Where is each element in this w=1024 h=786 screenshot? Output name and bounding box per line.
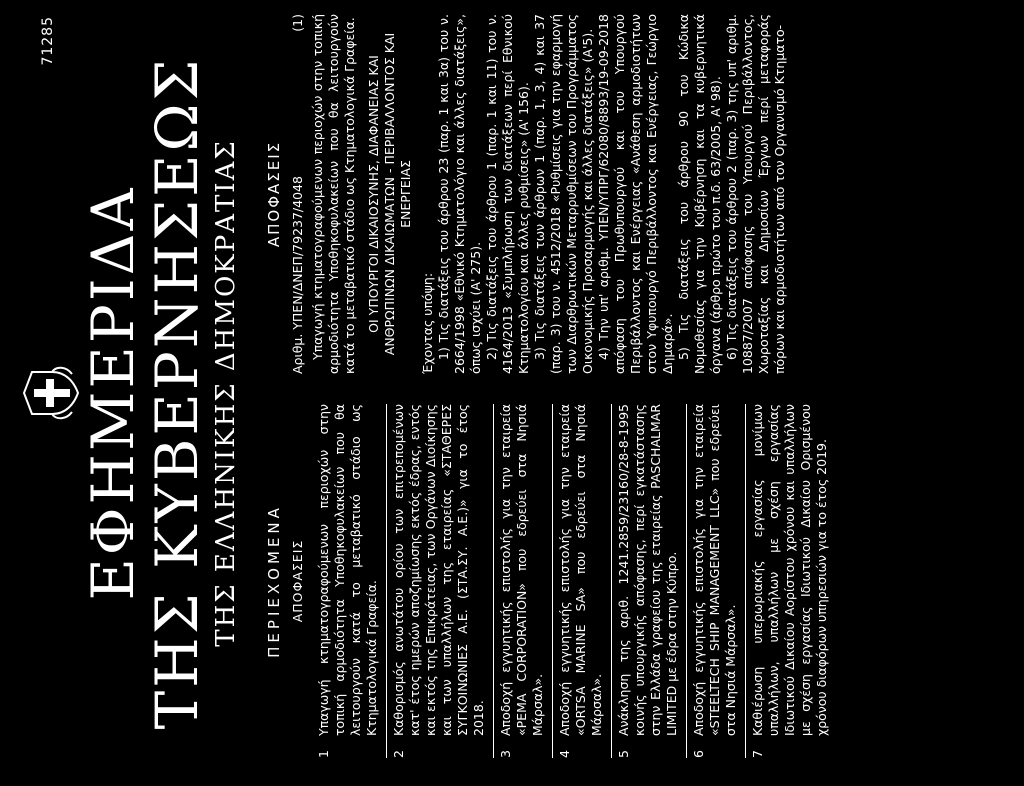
coat-of-arms-icon: [22, 366, 80, 420]
having-regard-label: Έχοντας υπόψη:: [420, 272, 435, 374]
contents-item-text: Υπαγωγή κτηματογραφούμενων περιοχών στην τοπική αρμοδιότητα Υποθηκοφυλακείων που θα λειτουργούν κατά το μεταβατικό στάδιο ως Κτηματολογικά Γραφεία.: [316, 404, 379, 736]
contents-list: [312, 404, 836, 758]
decision-index: (1): [290, 14, 305, 32]
contents-item-text: Αποδοχή εγγυητικής επιστολής για την εταιρεία «ORTSA MARINE SA» που εδρεύει στα Νησιά Μάρσαλ».: [557, 404, 604, 736]
contents-item-text: Καθιέρωση υπερωριακής εργασίας μονίμων υπαλλήλων, υπαλλήλων με σχέση εργασίας Ιδιωτικού Δικαίου Αορίστου χρόνου και υπαλλήλων με σχέση εργασίας Ιδιωτικού Δικαίου Ορισμένου χρόνου διαφόρων υπηρεσιών για το έτος 2019.: [750, 404, 829, 736]
contents-item-number: 2: [391, 750, 406, 758]
decision-paragraph: 4) Την υπ' αριθμ. ΥΠΕΝ/ΥΠΡΓ/62080/8893/19-09-2018 απόφαση του Πρωθυπουργού και του Υπουργού Περιβάλλοντος και Ενέργειας «Ανάθεση αρμοδιοτήτων στον Υφυπουργό Περιβάλλοντος και Ενέργειας, Γεώργιο Δημαρά».: [596, 14, 675, 374]
masthead-line-3: ΤΗΣ ΕΛΛΗΝΙΚΗΣ ΔΗΜΟΚΡΑΤΙΑΣ: [211, 139, 241, 647]
decision-title: Υπαγωγή κτηματογραφούμενων περιοχών στην τοπική αρμοδιότητα Υποθηκοφυλακείων που θα λειτουργούν κατά το μεταβατικό στάδιο ως Κτηματολογικά Γραφεία.: [310, 14, 357, 374]
decision-number: Αριθμ. ΥΠΕΝ/ΔΝΕΠ/79237/4048: [290, 176, 305, 374]
contents-item-number: 5: [616, 750, 631, 758]
decision-paragraph: 2) Τις διατάξεις του άρθρου 1 (παρ. 1 και 11) του ν. 4164/2013 «Συμπλήρωση των διατάξεων περί Εθνικού Κτηματολογίου και άλλες ρυθμίσεις» (Α' 156).: [484, 14, 531, 374]
masthead-line-1: ΕΦΗΜΕΡΙΔΑ: [79, 185, 147, 601]
contents-item-text: Καθορισμός ανωτάτου ορίου των επιτρεπομένων κατ' έτος ημερών αποζημίωσης εκτός έδρας, εντός και εκτός της Επικράτειας, των Οργάνων Διοίκησης και των υπαλλήλων της εταιρείας «ΣΤΑΘΕΡΕΣ ΣΥΓΚΟΙΝΩΝΙΕΣ Α.Ε. (ΣΤΑ.ΣΥ. Α.Ε.)» για το έτος 2018.: [391, 404, 486, 736]
contents-item-number: 4: [557, 750, 572, 758]
contents-item-number: 3: [498, 750, 513, 758]
contents-item: [612, 404, 687, 758]
contents-item-number: 7: [750, 750, 765, 758]
decision-heading: ΑΠΟΦΑΣΕΙΣ: [265, 140, 283, 248]
decision-paragraph: 3) Τις διατάξεις των άρθρων 1 (παρ. 1, 3, 4) και 37 (παρ. 3) του ν. 4512/2018 «Ρυθμίσεις για την εφαρμογή των Διαρθρωτικών Μεταρρυθμίσεων του Προγράμματος Οικονομικής Προσαρμογής και άλλες διατάξεις» (Α'5).: [532, 14, 595, 374]
decision-paragraph: 1) Τις διατάξεις του άρθρου 23 (παρ. 1 και 3α) του ν. 2664/1998 «Εθνικό Κτηματολόγιο και άλλες διατάξεις», όπως ισχύει (Α' 275).: [436, 14, 483, 374]
contents-item: [553, 404, 612, 758]
contents-item: [687, 404, 746, 758]
page-number: 71285: [40, 16, 56, 66]
contents-item-text: Αποδοχή εγγυητικής επιστολής για την εταιρεία «STEELTECH SHIP MANAGEMENT LLC» που εδρεύει στα Νησιά Μάρσαλ».: [691, 404, 738, 736]
contents-item: [494, 404, 553, 758]
contents-subheading: ΑΠΟΦΑΣΕΙΣ: [290, 539, 305, 623]
decision-number-row: [290, 14, 306, 374]
contents-item-text: Αποδοχή εγγυητικής επιστολής για την εταιρεία «PEMA CORPORATION» που εδρεύει στα Νησιά Μάρσαλ».: [498, 404, 545, 736]
masthead-line-2: ΤΗΣ ΚΥΒΕΡΝΗΣΕΩΣ: [143, 56, 211, 730]
decision-paragraph: 5) Τις διατάξεις του άρθρου 90 του Κώδικα Νομοθεσίας για την Κυβέρνηση και τα κυβερνητικά όργανα (άρθρο πρώτο του π.δ. 63/2005, Α' 98).: [676, 14, 723, 374]
contents-item: [312, 404, 387, 758]
contents-item-text: Ανάκληση της αριθ. 1241.2859/23160/28-8-1995 κοινής υπουργικής απόφασης, περί εγκατάστασης στην Ελλάδα γραφείου της εταιρείας PASCHALMAR LIMITED με έδρα στην Κύπρο.: [616, 404, 679, 736]
contents-column: [262, 404, 836, 758]
contents-item-number: 1: [316, 750, 331, 758]
decision-paragraph: 6) Τις διατάξεις του άρθρου 2 (παρ. 3) της υπ' αριθμ. 10887/2007 απόφασης του Υπουργού Περιβάλλοντος, Χωροταξίας και Δημοσίων Έργων περί μεταφοράς πόρων και αρμοδιοτήτων από τον Οργανισμό Κτηματο-: [724, 14, 787, 374]
contents-item-number: 6: [691, 750, 706, 758]
contents-item: [746, 404, 836, 758]
ministers-heading: ΟΙ ΥΠΟΥΡΓΟΙ ΔΙΚΑΙΟΣΥΝΗΣ, ΔΙΑΦΑΝΕΙΑΣ ΚΑΙ ΑΝΘΡΩΠΙΝΩΝ ΔΙΚΑΙΩΜΑΤΩΝ - ΠΕΡΙΒΑΛΛΟΝΤΟΣ ΚΑΙ ΕΝΕΡΓΕΙΑΣ: [366, 32, 413, 356]
contents-heading: ΠΕΡΙΕΧΟΜΕΝΑ: [265, 504, 283, 658]
contents-item: [387, 404, 494, 758]
decision-column: [262, 14, 788, 374]
